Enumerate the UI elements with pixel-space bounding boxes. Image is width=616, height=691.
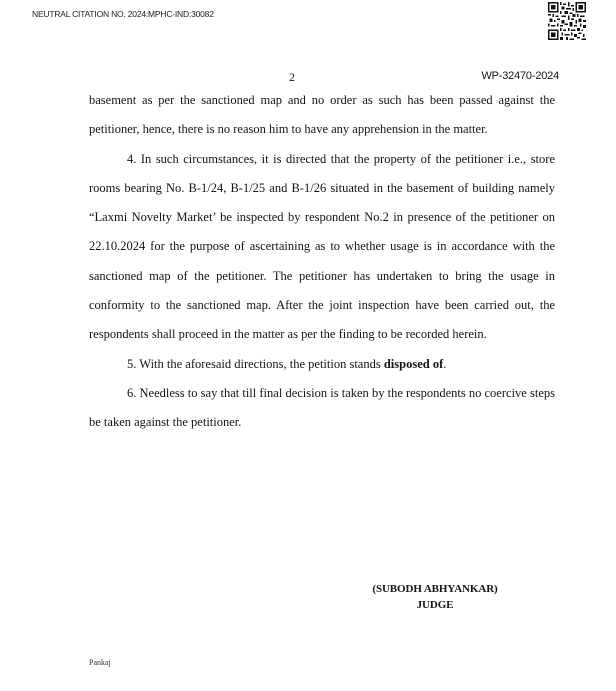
paragraph-5-end: . — [443, 356, 447, 371]
paragraph-continuation: basement as per the sanctioned map and no order as such has been passed against the petitioner, hence, there is no reason him to have any apprehension in the matter. — [89, 93, 555, 137]
judge-title: JUDGE — [416, 599, 454, 611]
page-number: 2 — [289, 70, 295, 84]
paragraph-4: 4. In such circumstances, it is directed that the property of the petitioner i.e., store rooms bearing No. B-1/24, B-1/25 and B-1/26 situated in the basement of building namely “Laxmi Novelty Market’ be inspected by respondent No.2 in presence of the petitioner on 22.10.2024 for the purpose of ascertaining as to whether usage is in accordance with the sanctioned map of the petitioner. The petitioner has undertaken to bring the usage in conformity to the sanctioned map. After the joint inspection have been carried out, the respondents shall proceed in the matter as per the finding to be recorded herein. — [89, 151, 555, 342]
paragraph-5-lead: 5. With the aforesaid directions, the petition stands — [127, 356, 384, 371]
case-number: WP-32470-2024 — [481, 70, 559, 82]
paragraph-5 — [89, 350, 555, 379]
neutral-citation: NEUTRAL CITATION NO. 2024:MPHC-IND:30082 — [32, 9, 214, 19]
disposed-of-emphasis: disposed of — [383, 356, 444, 371]
paragraph-6: 6. Needless to say that till final decision is taken by the respondents no coercive steps be taken against the petitioner. — [89, 385, 555, 430]
judge-name: (SUBODH ABHYANKAR) — [372, 583, 498, 595]
typist-initials: Pankaj — [89, 658, 111, 667]
qr-code-icon — [548, 2, 586, 40]
signature-block — [330, 581, 540, 613]
judgment-body — [89, 86, 555, 438]
